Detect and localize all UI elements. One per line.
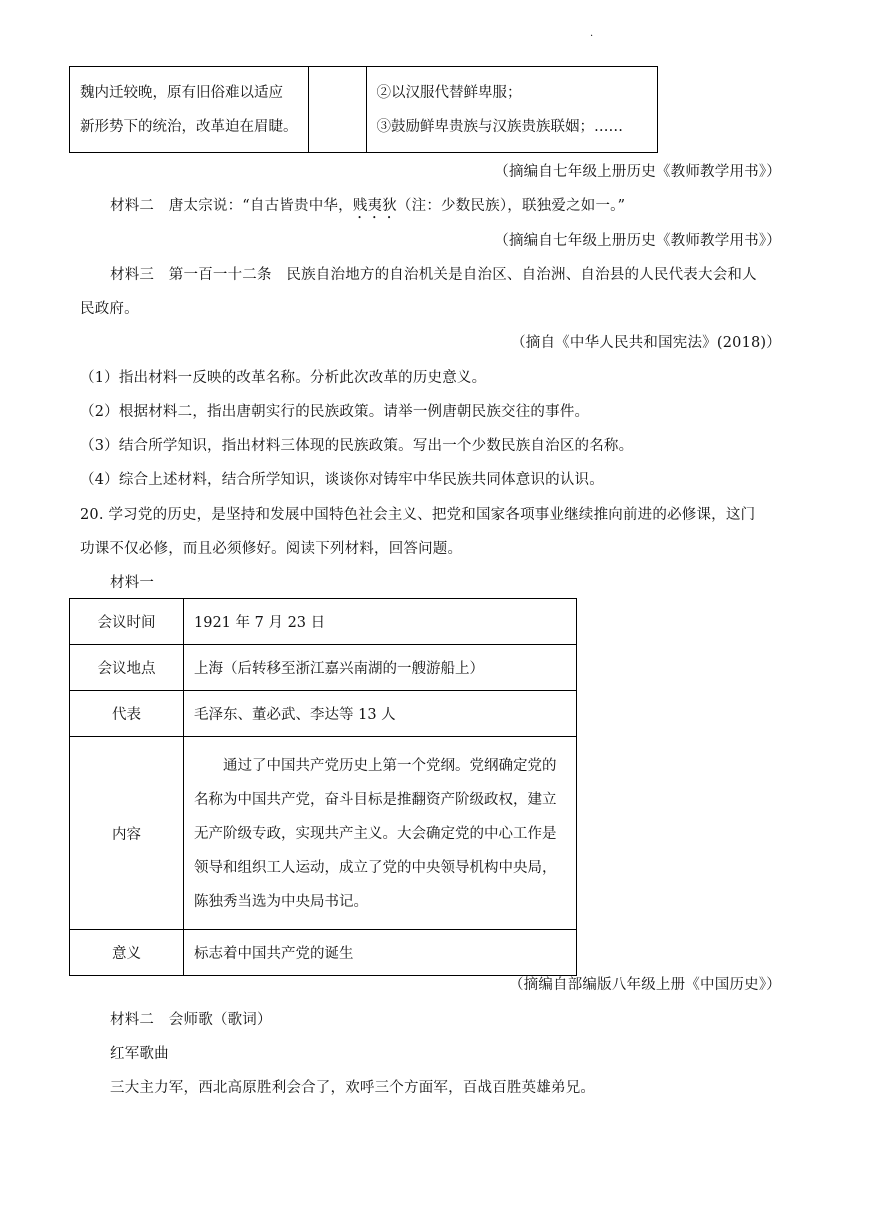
table-row xyxy=(70,599,577,645)
content-line: 通过了中国共产党历史上第一个党纲。党纲确定党的 xyxy=(194,758,557,774)
table-row xyxy=(70,691,577,737)
table-line: 魏内迁较晚，原有旧俗难以适应 xyxy=(80,84,283,101)
song-line: 三大主力军，西北高原胜利会合了，欢呼三个方面军，百战百胜英雄弟兄。 xyxy=(110,1080,596,1096)
row-label: 内容 xyxy=(70,737,184,930)
row-value: 1921 年 7 月 23 日 xyxy=(184,599,577,645)
content-line: 领导和组织工人运动，成立了党的中央领导机构中央局， xyxy=(194,860,557,876)
material-3-line-1: 材料三 第一百一十二条 民族自治地方的自治机关是自治区、自治洲、自治县的人民代表大会和人 xyxy=(110,267,757,283)
material-2-text xyxy=(110,194,625,222)
content-line: 无产阶级专政，实现共产主义。大会确定党的中心工作是 xyxy=(194,826,557,842)
material-2b-label: 材料二 会师歌（歌词） xyxy=(110,1012,272,1028)
source-citation-4: （摘编自部编版八年级上册《中国历史》） xyxy=(508,977,781,993)
song-title: 红军歌曲 xyxy=(110,1046,169,1062)
row-label: 会议地点 xyxy=(70,645,184,691)
question-20-line-2: 功课不仅必修，而且必须修好。阅读下列材料，回答问题。 xyxy=(80,541,463,557)
row-label: 代表 xyxy=(70,691,184,737)
source-citation-3: （摘自《中华人民共和国宪法》(2018)） xyxy=(511,335,781,351)
question-3: （3）结合所学知识，指出材料三体现的民族政策。写出一个少数民族自治区的名称。 xyxy=(80,438,634,454)
question-1: （1）指出材料一反映的改革名称。分析此次改革的历史意义。 xyxy=(80,370,487,386)
material-2-emphasis: 贱夷狄 xyxy=(352,198,397,214)
reform-table-cell-background xyxy=(70,67,309,153)
content-line: 陈独秀当选为中央局书记。 xyxy=(194,894,368,910)
row-value: 上海（后转移至浙江嘉兴南湖的一艘游船上） xyxy=(184,645,577,691)
content-line: 名称为中国共产党，奋斗目标是推翻资产阶级政权，建立 xyxy=(194,792,557,808)
row-label: 意义 xyxy=(70,930,184,976)
row-label: 会议时间 xyxy=(70,599,184,645)
table-line: 新形势下的统治，改革迫在眉睫。 xyxy=(80,118,298,135)
reform-table xyxy=(69,66,658,153)
content-cell xyxy=(184,737,577,930)
row-value: 毛泽东、董必武、李达等 13 人 xyxy=(184,691,577,737)
row-value: 标志着中国共产党的诞生 xyxy=(184,930,577,976)
material-3-line-2: 民政府。 xyxy=(80,301,139,317)
table-row xyxy=(70,930,577,976)
question-4: （4）综合上述材料，结合所学知识，谈谈你对铸牢中华民族共同体意识的认识。 xyxy=(80,472,604,488)
source-citation-1: （摘编自七年级上册历史《教师教学用书》） xyxy=(494,164,781,180)
question-2: （2）根据材料二，指出唐朝实行的民族政策。请举一例唐朝民族交往的事件。 xyxy=(80,404,590,420)
source-citation-2: （摘编自七年级上册历史《教师教学用书》） xyxy=(494,233,781,249)
table-line: ②以汉服代替鲜卑服； xyxy=(376,84,522,101)
material-1-label: 材料一 xyxy=(110,575,155,591)
material-2-after: （注：少数民族），联独爱之如一。” xyxy=(396,198,626,214)
header-mark: . xyxy=(590,28,594,39)
table-row xyxy=(70,645,577,691)
question-20-line-1: 20. 学习党的历史，是坚持和发展中国特色社会主义、把党和国家各项事业继续推向前进的必修课，这门 xyxy=(80,507,756,523)
reform-table-cell-empty xyxy=(308,67,366,153)
material-2-before: 材料二 唐太宗说：“自古皆贵中华， xyxy=(110,198,353,214)
reform-table-cell-measures xyxy=(366,67,657,153)
table-row xyxy=(70,737,577,930)
table-line: ③鼓励鲜卑贵族与汉族贵族联姻；…… xyxy=(376,118,623,135)
congress-table xyxy=(69,598,577,976)
